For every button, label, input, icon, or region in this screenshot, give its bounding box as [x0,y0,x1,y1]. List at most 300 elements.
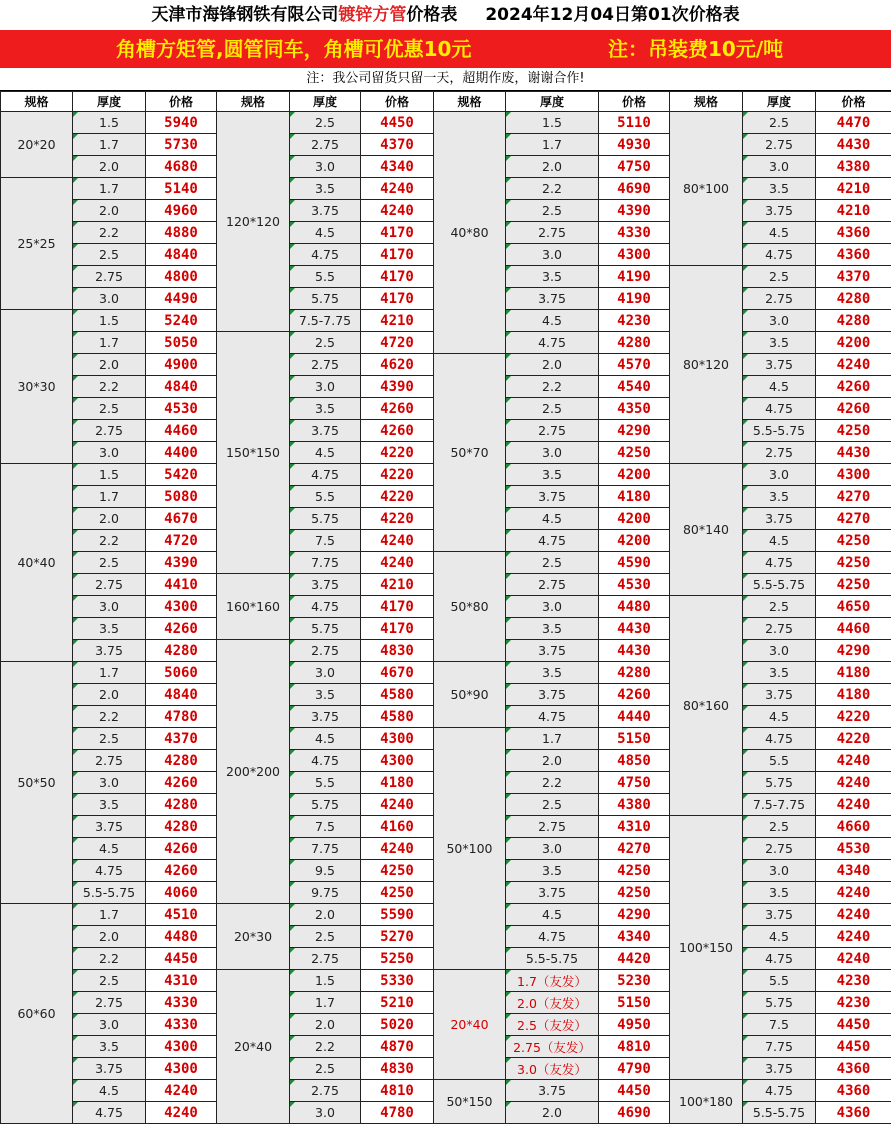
price-cell: 4170 [361,266,434,288]
price-cell: 4220 [816,728,891,750]
price-cell: 5250 [361,948,434,970]
price-cell: 4280 [146,816,217,838]
price-cell: 4200 [599,508,670,530]
thickness-cell: 4.75 [290,750,361,772]
price-cell: 4060 [146,882,217,904]
price-cell: 4280 [599,662,670,684]
thickness-cell: 2.0 [73,684,146,706]
spec-cell: 100*180 [670,1080,743,1124]
column-header: 厚度 [290,92,361,112]
price-cell: 4260 [146,772,217,794]
thickness-cell: 5.75 [290,508,361,530]
thickness-cell: 3.75 [743,684,816,706]
price-cell: 4580 [361,706,434,728]
thickness-cell: 3.0 [73,1014,146,1036]
thickness-cell: 4.75 [506,530,599,552]
spec-cell: 60*60 [1,904,73,1124]
thickness-cell: 4.5 [290,222,361,244]
thickness-cell: 4.75 [743,552,816,574]
price-cell: 4240 [816,948,891,970]
price-cell: 5590 [361,904,434,926]
thickness-cell: 3.5 [743,486,816,508]
thickness-cell: 1.7 [506,134,599,156]
thickness-cell: 5.5 [290,266,361,288]
spec-cell: 150*150 [217,332,290,574]
thickness-cell: 2.0 [506,156,599,178]
price-cell: 4240 [361,530,434,552]
thickness-cell: 3.5 [506,662,599,684]
price-cell: 4280 [146,640,217,662]
thickness-cell: 5.75 [290,618,361,640]
thickness-cell: 3.0 [743,156,816,178]
price-cell: 4240 [816,772,891,794]
price-cell: 4250 [599,860,670,882]
price-cell: 4240 [361,200,434,222]
price-cell: 4270 [816,486,891,508]
thickness-cell: 3.75 [506,288,599,310]
price-cell: 5230 [599,970,670,992]
spec-cell: 100*150 [670,816,743,1080]
product-name: 镀锌方管 [338,5,406,25]
price-cell: 4170 [361,596,434,618]
thickness-cell: 3.0 [743,860,816,882]
price-cell: 4350 [599,398,670,420]
thickness-cell: 2.2 [506,772,599,794]
price-cell: 5270 [361,926,434,948]
spec-cell: 80*160 [670,596,743,816]
thickness-cell: 2.2 [290,1036,361,1058]
price-cell: 4170 [361,618,434,640]
price-cell: 4250 [816,420,891,442]
thickness-cell: 2.5 [73,398,146,420]
thickness-cell: 2.5 [290,926,361,948]
thickness-cell: 7.5 [290,816,361,838]
price-cell: 4240 [816,794,891,816]
thickness-cell: 2.5 [743,816,816,838]
price-cell: 4470 [816,112,891,134]
price-cell: 4210 [816,200,891,222]
thickness-cell: 3.0 [743,640,816,662]
price-cell: 4250 [361,860,434,882]
price-cell: 4650 [816,596,891,618]
thickness-cell: 2.5 [290,112,361,134]
thickness-cell: 2.2 [506,178,599,200]
price-cell: 4490 [146,288,217,310]
thickness-cell: 4.5 [290,728,361,750]
thickness-cell: 2.5 [290,1058,361,1080]
price-cell: 4240 [361,794,434,816]
column-header: 厚度 [73,92,146,112]
price-cell: 4290 [599,420,670,442]
spec-cell: 50*150 [434,1080,506,1124]
thickness-cell: 2.0 [73,508,146,530]
thickness-cell: 4.5 [743,530,816,552]
price-cell: 4250 [599,882,670,904]
price-cell: 4390 [146,552,217,574]
thickness-cell: 3.5 [743,332,816,354]
thickness-cell: 2.2 [73,530,146,552]
price-cell: 4230 [816,970,891,992]
thickness-cell: 3.5 [506,860,599,882]
price-cell: 4280 [816,288,891,310]
company-name: 天津市海锋钢铁有限公司 [151,5,338,25]
thickness-cell: 7.5 [743,1014,816,1036]
price-cell: 4390 [361,376,434,398]
thickness-cell: 3.75 [290,574,361,596]
thickness-cell: 2.75 [506,574,599,596]
thickness-cell: 2.75 [73,574,146,596]
price-cell: 5020 [361,1014,434,1036]
spec-cell: 50*70 [434,354,506,552]
thickness-cell: 2.75 [506,222,599,244]
price-cell: 4360 [816,1080,891,1102]
thickness-cell: 2.5 [743,112,816,134]
thickness-cell: 3.5 [73,1036,146,1058]
table-row [1,354,891,376]
price-cell: 4680 [146,156,217,178]
thickness-cell: 5.75 [290,794,361,816]
price-cell: 4230 [599,310,670,332]
promo-lifting-fee: 注：吊装费10元/吨 [608,30,783,68]
thickness-cell: 1.7 [73,178,146,200]
thickness-cell: 3.0 [506,838,599,860]
thickness-cell: 3.5 [73,618,146,640]
thickness-cell: 2.0（友发） [506,992,599,1014]
title-bar [0,0,891,30]
price-table [0,91,891,1124]
spec-cell: 20*40 [434,970,506,1080]
price-cell: 4810 [361,1080,434,1102]
price-cell: 4270 [816,508,891,530]
price-cell: 4250 [816,552,891,574]
thickness-cell: 2.5 [73,970,146,992]
price-cell: 4510 [146,904,217,926]
thickness-cell: 5.5-5.75 [743,574,816,596]
table-row [1,112,891,134]
spec-cell: 80*140 [670,464,743,596]
thickness-cell: 3.75 [506,486,599,508]
price-cell: 4660 [816,816,891,838]
price-cell: 4230 [816,992,891,1014]
thickness-cell: 4.75 [743,728,816,750]
price-cell: 4750 [599,772,670,794]
thickness-cell: 4.75 [506,706,599,728]
price-cell: 4220 [816,706,891,728]
price-cell: 4220 [361,508,434,530]
column-header: 规格 [1,92,73,112]
thickness-cell: 3.0 [290,1102,361,1124]
price-cell: 4450 [599,1080,670,1102]
price-cell: 4180 [361,772,434,794]
thickness-cell: 2.75 [743,288,816,310]
thickness-cell: 3.75 [290,200,361,222]
price-cell: 4870 [361,1036,434,1058]
thickness-cell: 1.5 [73,310,146,332]
thickness-cell: 3.75 [506,882,599,904]
thickness-cell: 3.0 [73,772,146,794]
thickness-cell: 4.75 [73,1102,146,1124]
price-cell: 4340 [599,926,670,948]
price-cell: 4250 [816,574,891,596]
price-cell: 4780 [361,1102,434,1124]
thickness-cell: 3.75 [506,684,599,706]
thickness-cell: 3.5 [743,178,816,200]
price-cell: 4190 [599,266,670,288]
price-cell: 5150 [599,728,670,750]
price-cell: 4780 [146,706,217,728]
column-header: 规格 [434,92,506,112]
thickness-cell: 1.7 [73,486,146,508]
thickness-cell: 2.0 [506,750,599,772]
price-cell: 4720 [146,530,217,552]
price-cell: 4400 [146,442,217,464]
thickness-cell: 3.0 [743,310,816,332]
promo-discount-text: 角槽方矩管,圆管同车，角槽可优惠10元 [116,30,471,68]
thickness-cell: 3.75 [743,354,816,376]
thickness-cell: 5.5 [743,750,816,772]
column-header: 厚度 [743,92,816,112]
price-cell: 4250 [599,442,670,464]
spec-cell: 20*30 [217,904,290,970]
price-cell: 4340 [361,156,434,178]
price-cell: 4900 [146,354,217,376]
thickness-cell: 2.75 [743,134,816,156]
price-cell: 4240 [816,882,891,904]
price-cell: 5150 [599,992,670,1014]
column-header: 价格 [599,92,670,112]
price-cell: 4280 [599,332,670,354]
price-cell: 4340 [816,860,891,882]
thickness-cell: 4.5 [506,508,599,530]
thickness-cell: 2.5 [73,552,146,574]
thickness-cell: 2.5 [506,200,599,222]
thickness-cell: 3.0 [743,464,816,486]
column-header: 价格 [361,92,434,112]
thickness-cell: 3.5 [743,662,816,684]
thickness-cell: 4.75 [506,332,599,354]
thickness-cell: 2.2 [506,376,599,398]
thickness-cell: 1.7 [290,992,361,1014]
thickness-cell: 3.75 [743,904,816,926]
thickness-cell: 9.75 [290,882,361,904]
price-cell: 4840 [146,684,217,706]
price-cell: 4300 [361,750,434,772]
price-cell: 4430 [599,640,670,662]
price-cell: 5210 [361,992,434,1014]
thickness-cell: 2.0 [290,1014,361,1036]
spec-cell: 80*120 [670,266,743,464]
price-cell: 4810 [599,1036,670,1058]
thickness-cell: 3.5 [290,684,361,706]
thickness-cell: 5.5 [290,772,361,794]
thickness-cell: 4.5 [743,706,816,728]
price-cell: 4880 [146,222,217,244]
price-cell: 4790 [599,1058,670,1080]
price-cell: 4210 [816,178,891,200]
thickness-cell: 2.75 [743,618,816,640]
thickness-cell: 1.7 [73,332,146,354]
price-cell: 4270 [599,838,670,860]
thickness-cell: 4.5 [506,904,599,926]
table-row [1,728,891,750]
price-cell: 4690 [599,178,670,200]
thickness-cell: 2.2 [73,706,146,728]
thickness-cell: 4.5 [743,376,816,398]
thickness-cell: 3.0 [290,376,361,398]
price-cell: 4620 [361,354,434,376]
thickness-cell: 3.75 [73,1058,146,1080]
thickness-cell: 5.5-5.75 [73,882,146,904]
thickness-cell: 7.75 [743,1036,816,1058]
price-cell: 4240 [146,1080,217,1102]
spec-cell: 160*160 [217,574,290,640]
thickness-cell: 2.75 [73,750,146,772]
thickness-cell: 4.75 [290,464,361,486]
thickness-cell: 3.5 [743,882,816,904]
thickness-cell: 3.0 [506,244,599,266]
thickness-cell: 4.5 [290,442,361,464]
thickness-cell: 2.75 [743,838,816,860]
price-cell: 4160 [361,816,434,838]
thickness-cell: 5.75 [743,992,816,1014]
thickness-cell: 1.5 [73,464,146,486]
thickness-cell: 3.5 [73,794,146,816]
price-cell: 4580 [361,684,434,706]
price-cell: 4430 [599,618,670,640]
thickness-cell: 3.75 [743,1058,816,1080]
price-cell: 4540 [599,376,670,398]
price-cell: 4380 [816,156,891,178]
price-date: 2024年12月04日第01次价格表 [485,5,739,25]
price-cell: 4670 [146,508,217,530]
thickness-cell: 2.75（友发） [506,1036,599,1058]
thickness-cell: 5.5-5.75 [506,948,599,970]
price-cell: 4170 [361,288,434,310]
price-cell: 4950 [599,1014,670,1036]
thickness-cell: 3.75 [290,706,361,728]
thickness-cell: 3.75 [290,420,361,442]
spec-cell: 50*100 [434,728,506,970]
thickness-cell: 2.2 [73,222,146,244]
price-cell: 4360 [816,222,891,244]
thickness-cell: 2.0 [506,1102,599,1124]
price-cell: 4800 [146,266,217,288]
thickness-cell: 3.75 [73,816,146,838]
header-row [1,92,891,112]
thickness-cell: 2.2 [73,948,146,970]
price-cell: 4260 [146,618,217,640]
price-cell: 4430 [816,442,891,464]
thickness-cell: 4.75 [73,860,146,882]
price-cell: 4430 [816,134,891,156]
thickness-cell: 9.5 [290,860,361,882]
price-cell: 4300 [599,244,670,266]
price-cell: 4370 [361,134,434,156]
price-cell: 4480 [599,596,670,618]
price-cell: 4850 [599,750,670,772]
thickness-cell: 3.0 [506,442,599,464]
price-cell: 4360 [816,244,891,266]
price-cell: 4840 [146,376,217,398]
thickness-cell: 5.75 [743,772,816,794]
price-cell: 4310 [146,970,217,992]
spec-cell: 50*80 [434,552,506,662]
thickness-cell: 4.75 [290,244,361,266]
price-cell: 4300 [146,596,217,618]
price-cell: 5080 [146,486,217,508]
thickness-cell: 5.75 [290,288,361,310]
title-suffix: 价格表 [406,5,457,25]
price-cell: 5330 [361,970,434,992]
price-cell: 4190 [599,288,670,310]
spec-cell: 50*50 [1,662,73,904]
spec-cell: 30*30 [1,310,73,464]
price-cell: 4240 [361,552,434,574]
thickness-cell: 3.5 [290,398,361,420]
table-row [1,1080,891,1102]
price-cell: 4450 [361,112,434,134]
thickness-cell: 4.5 [743,926,816,948]
column-header: 价格 [816,92,891,112]
thickness-cell: 1.5 [73,112,146,134]
price-cell: 4260 [146,838,217,860]
thickness-cell: 7.75 [290,838,361,860]
thickness-cell: 7.5-7.75 [290,310,361,332]
price-cell: 4530 [816,838,891,860]
price-cell: 4240 [816,904,891,926]
price-cell: 5050 [146,332,217,354]
thickness-cell: 4.75 [290,596,361,618]
thickness-cell: 4.5 [506,310,599,332]
price-cell: 4360 [816,1102,891,1124]
promo-banner [0,30,891,68]
thickness-cell: 5.5 [743,970,816,992]
thickness-cell: 2.2 [73,376,146,398]
price-cell: 4530 [146,398,217,420]
thickness-cell: 5.5-5.75 [743,420,816,442]
price-cell: 4240 [361,838,434,860]
price-cell: 4170 [361,244,434,266]
price-cell: 4380 [599,794,670,816]
price-cell: 4360 [816,1058,891,1080]
thickness-cell: 5.5-5.75 [743,1102,816,1124]
price-cell: 4830 [361,640,434,662]
thickness-cell: 2.0 [73,156,146,178]
thickness-cell: 2.5 [506,794,599,816]
price-cell: 4210 [361,574,434,596]
thickness-cell: 3.0 [73,596,146,618]
price-cell: 4410 [146,574,217,596]
spec-cell: 40*40 [1,464,73,662]
thickness-cell: 2.75 [743,442,816,464]
spec-cell: 120*120 [217,112,290,332]
price-cell: 4370 [146,728,217,750]
thickness-cell: 3.0（友发） [506,1058,599,1080]
thickness-cell: 5.5 [290,486,361,508]
thickness-cell: 3.5 [506,618,599,640]
price-cell: 4240 [816,354,891,376]
thickness-cell: 4.75 [506,926,599,948]
price-cell: 4260 [361,420,434,442]
thickness-cell: 1.7 [506,728,599,750]
thickness-cell: 2.5 [743,596,816,618]
thickness-cell: 1.5 [290,970,361,992]
spec-cell: 200*200 [217,640,290,904]
price-cell: 4330 [599,222,670,244]
price-cell: 4180 [816,662,891,684]
price-cell: 4840 [146,244,217,266]
price-cell: 4250 [816,530,891,552]
